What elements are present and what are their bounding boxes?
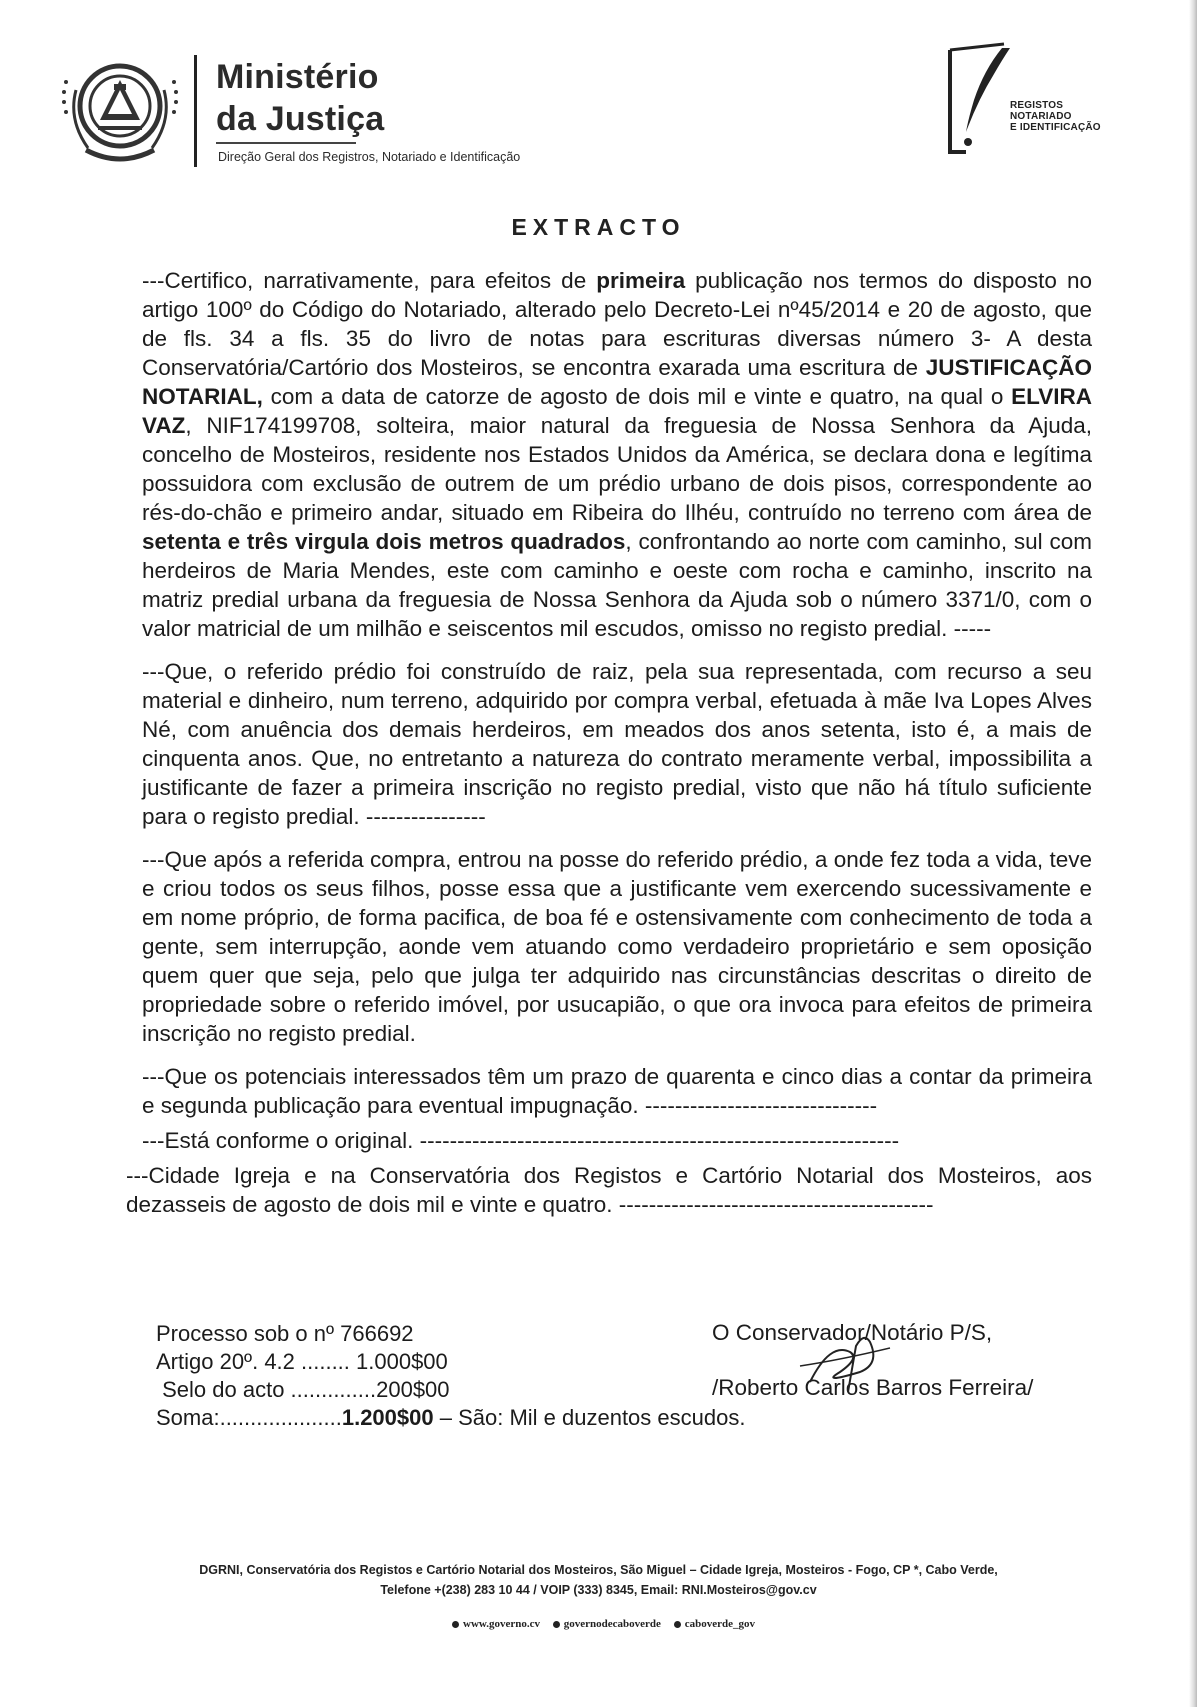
ministry-underline: [216, 142, 356, 144]
facebook-link[interactable]: governodecaboverde: [563, 1618, 661, 1630]
web-icon: [452, 1621, 459, 1628]
ministry-line-2: da Justiça: [216, 100, 385, 138]
ministry-name: [216, 56, 384, 140]
web-link[interactable]: www.governo.cv: [463, 1618, 541, 1630]
page-edge-shadow: [1189, 0, 1197, 1707]
social-links: [0, 1618, 1197, 1630]
footer-line-1: DGRNI, Conservatória dos Registos e Cartório Notarial dos Mosteiros, São Miguel – Cidade Igreja, Mosteiros - Fogo, CP *, Cabo Verde,: [199, 1563, 998, 1577]
instagram-icon: [674, 1621, 681, 1628]
paragraph-construction: ---Que, o referido prédio foi construído de raiz, pela sua representada, com recurso a seu material e dinheiro, num terreno, adquirido por compra verbal, efetuada à mãe Iva Lopes Alves Né, com anuência dos demais herdeiros, em meados dos anos setenta, isto é, a mais de cinquenta anos. Que, no entretanto a natureza do contrato meramente verbal, impossibilita a justificante de fazer a primeira inscrição no registo predial, visto que não há título suficiente para o registo predial. ----------------: [142, 659, 1092, 829]
document-title: EXTRACTO: [511, 214, 686, 240]
ministry-line-1: Ministério: [216, 58, 379, 96]
fee-selo: Selo do acto ..............200$00: [156, 1377, 450, 1402]
fee-total: [156, 1404, 745, 1432]
rni-logo-icon: [944, 40, 1014, 160]
directorate-text: Direção Geral dos Registros, Notariado e Identificação: [218, 150, 521, 164]
paragraph-conformity: ---Está conforme o original. ----------------------------------------------------------------: [142, 1128, 900, 1153]
signer-name: /Roberto Carlos Barros Ferreira/: [712, 1375, 1034, 1400]
emphasis-text: setenta e três virgula dois metros quadrados: [142, 529, 626, 554]
paragraph-deadline: ---Que os potenciais interessados têm um prazo de quarenta e cinco dias a contar da primeira e segunda publicação para eventual impugnação. -------------------------------: [142, 1064, 1092, 1118]
process-number: Processo sob o nº 766692: [156, 1321, 414, 1346]
emphasis-text: primeira: [596, 268, 686, 293]
fee-artigo: Artigo 20º. 4.2 ........ 1.000$00: [156, 1349, 448, 1374]
total-value: 1.200$00: [341, 1405, 434, 1430]
paragraph-possession: ---Que após a referida compra, entrou na posse do referido prédio, a onde fez toda a vida, teve e criou todos os seus filhos, posse essa que a justificante vem exercendo sucessivamente e em nome próprio, de forma pacifica, de boa fé e ostensivamente com conhecimento de toda a gente, sem interrupção, aonde vem atuando como verdadeiro proprietário e sem oposição quem quer que seja, pelo que julga ter adquirido nas circunstâncias descritas o direito de propriedade sobre o referido imóvel, por usucapião, o que ora invoca para efeitos de primeira inscrição no registo predial.: [142, 847, 1092, 1046]
header-divider: [194, 55, 197, 167]
emphasis-text: ELVIRA VAZ: [142, 384, 1092, 438]
footer-address: [0, 1560, 1197, 1600]
total-label: Soma:....................: [156, 1405, 342, 1430]
handwritten-signature: [790, 1322, 900, 1402]
paragraph-certification: ---Certifico, narrativamente, para efeitos de primeira publicação nos termos do disposto no artigo 100º do Código do Notariado, alterado pelo Decreto-Lei nº45/2014 e 20 de agosto, que de fls. 34 a fls. 35 do livro de notas para escrituras diversas número 3- A desta Conservatória/Cartório dos Mosteiros, se encontra exarada uma escritura de JUSTIFICAÇÃO NOTARIAL, com a data de catorze de agosto de dois mil e vinte e quatro, na qual o ELVIRA VAZ, NIF174199708, solteira, maior natural da freguesia de Nossa Senhora da Ajuda, concelho de Mosteiros, residente nos Estados Unidos da América, se declara dona e legítima possuidora com exclusão de outrem de um prédio urbano de dois pisos, correspondente ao rés-do-chão e primeiro andar, situado em Ribeira do Ilhéu, contruído no terreno com área de setenta e três virgula dois metros quadrados, confrontando ao norte com caminho, sul com herdeiros de Maria Mendes, este com caminho e oeste com rocha e caminho, inscrito na matriz predial urbana da freguesia de Nossa Senhora da Ajuda sob o número 3371/0, com o valor matricial de um milhão e seiscentos mil escudos, omisso no registo predial. -----: [142, 268, 1093, 641]
rni-text: [1010, 100, 1101, 133]
rni-line-1: REGISTOS: [1010, 100, 1064, 111]
coat-of-arms-emblem: [58, 50, 183, 170]
rni-line-3: E IDENTIFICAÇÃO: [1010, 122, 1101, 133]
rni-line-2: NOTARIADO: [1010, 111, 1072, 122]
instagram-link[interactable]: caboverde_gov: [684, 1618, 755, 1630]
total-words: – São: Mil e duzentos escudos.: [433, 1405, 746, 1430]
footer-line-2: Telefone +(238) 283 10 44 / VOIP (333) 8345, Email: RNI.Mosteiros@gov.cv: [380, 1583, 817, 1597]
facebook-icon: [553, 1621, 560, 1628]
emphasis-text: JUSTIFICAÇÃO NOTARIAL,: [142, 355, 1092, 409]
document-body: [126, 266, 1093, 1233]
signer-title: O Conservador/Notário P/S,: [712, 1320, 993, 1345]
fees-block: [156, 1320, 745, 1432]
paragraph-location-date: ---Cidade Igreja e na Conservatória dos Registos e Cartório Notarial dos Mosteiros, aos dezasseis de agosto de dois mil e vinte e quatro. ------------------------------------------: [126, 1163, 1092, 1217]
